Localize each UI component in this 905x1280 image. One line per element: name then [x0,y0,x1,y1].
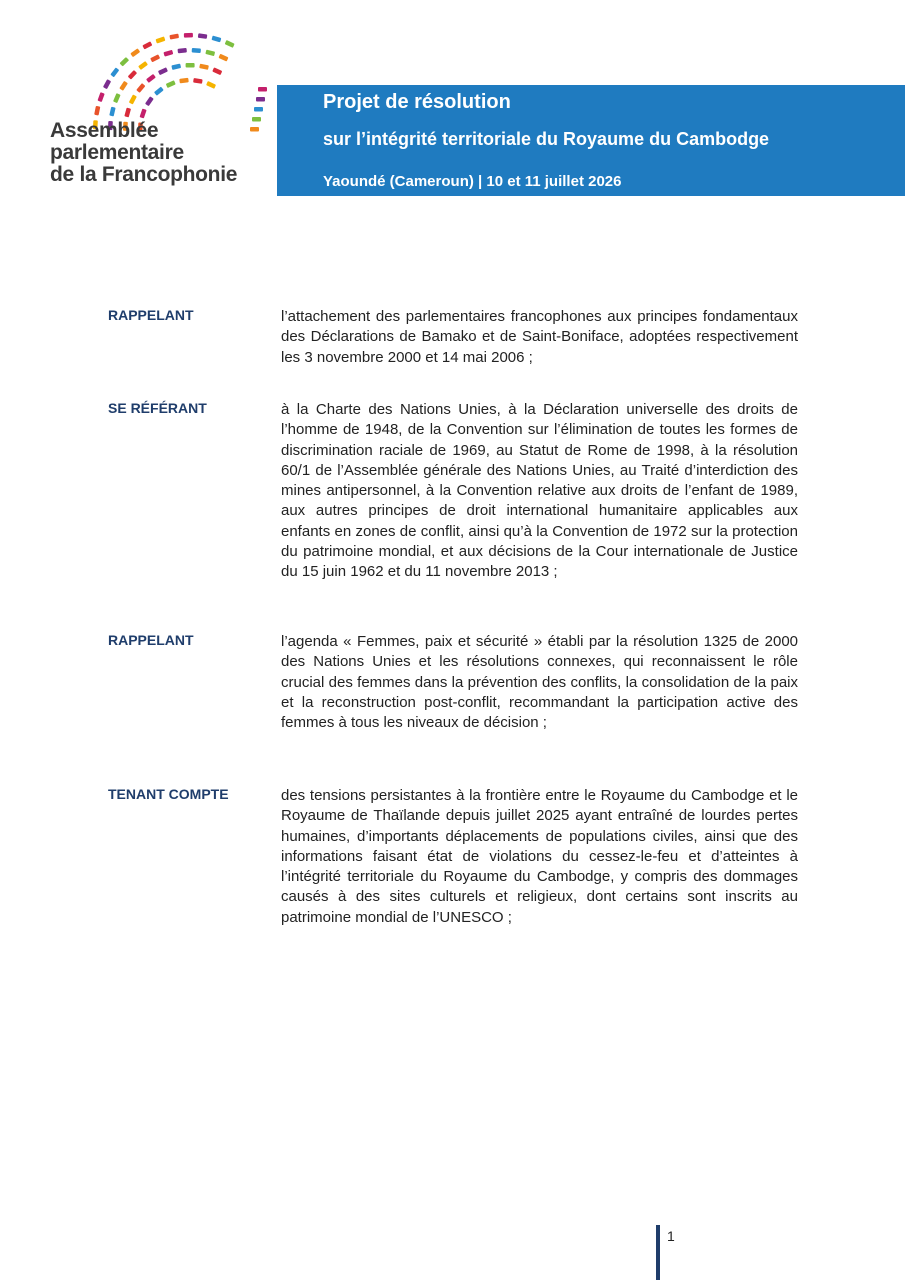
document-title: Projet de résolution [323,91,511,113]
logo-arc-dash [256,97,265,102]
logo-arc-dash [218,54,228,62]
logo-arc-dash [142,41,152,49]
logo-arc-dash [169,34,179,40]
clause-keyword: SE RÉFÉRANT [108,400,207,416]
logo-line-3: de la Francophonie [50,163,238,186]
logo-line-2: parlementaire [50,141,184,164]
document-subtitle: sur l’intégrité territoriale du Royaume du Cambodge [323,129,770,149]
logo-arc-dash [113,93,121,103]
logo-arc-dash [129,94,137,104]
clause-text: l’attachement des parlementaires francophones aux principes fondamentaux des Déclarations de Bamako et de Saint-Boniface, adoptées respectivement les 3 novembre 2000 et 14 mai 2006 ; [281,308,798,366]
logo-arc-dash [206,81,216,89]
clause-text: l’agenda « Femmes, paix et sécurité » établi par la résolution 1325 de 2000 des Nations Unies et les résolutions connexes, qui reconnaissent le rôle crucial des femmes dans la prévention des conflits, la consolidation de la paix et la reconstruction post-conflit, recommandant la participation active des femmes à tous les niveaux de décision ; [281,633,798,732]
logo-arc-dash [193,78,203,84]
logo-arc-dash [103,79,111,89]
logo-arc-dash [205,50,215,57]
logo-arc-dash [146,74,156,83]
logo-arc-dash [128,70,137,80]
logo-arc-dash [178,48,187,53]
apf-logo [40,25,280,195]
logo-arc-dash [124,108,131,118]
logo-arc-dash [130,48,140,57]
logo-arc-dash [145,96,154,106]
logo-arc-dash [120,57,130,67]
page-number: 1 [667,1228,675,1244]
logo-arc-dash [110,67,119,77]
clause-keyword: TENANT COMPTE [108,786,229,802]
logo-arc-dash [155,36,165,43]
logo-arc-dash [184,33,193,38]
logo-arc-dash [140,109,147,119]
logo-arc-dash [150,54,160,62]
logo-arc-dash [166,80,176,88]
logo-arc-dash [250,127,259,132]
logo-arc-dash [119,81,128,91]
logo-arc-dash [254,107,263,112]
page-number-bar [656,1225,660,1280]
logo-arc-dash [199,64,209,70]
logo-arc-dash [158,67,168,75]
logo-arc-dash [94,106,100,116]
clause-text: des tensions persistantes à la frontière entre le Royaume du Cambodge et le Royaume de Thaïlande depuis juillet 2025 ayant entraîné de lourdes pertes humaines, d’importants déplacements de populations civiles, ainsi que des informations faisant état de violations du cessez-le-feu et d’atteintes à l’intégrité territoriale du Royaume du Cambodge, y compris des dommages causés à des sites culturels et religieux, dont certains sont inscrits au patrimoine mondial de l’UNESCO ; [281,787,798,926]
logo-wordmark [50,120,237,186]
logo-arc-dash [258,87,267,92]
logo-arc-dash [136,83,145,93]
logo-arc-dash [186,63,195,68]
clause-keyword: RAPPELANT [108,307,194,323]
clause-text: à la Charte des Nations Unies, à la Déclaration universelle des droits de l’homme de 1948, de la Convention sur l’élimination de toutes les formes de discrimination raciale de 1969, au Statut de Rome de 1998, à la résolution 60/1 de l’Assemblée générale des Nations Unies, au Traité d’interdiction des mines antipersonnel, à la Convention relative aux droits de l’enfant de 1989, aux autres principes de droit international humanitaire applicables aux enfants en zones de conflit, ainsi qu’à la Convention de 1972 sur la protection du patrimoine mondial, et aux décisions de la Cour internationale de Justice du 15 juin 1962 et du 11 novembre 2013 ; [281,401,798,581]
logo-arc-dash [154,87,164,96]
logo-arc-dash [97,92,104,102]
logo-arc-dash [179,78,189,84]
clause-keyword: RAPPELANT [108,632,194,648]
logo-arc-dash [138,61,148,70]
logo-arc-dash [163,50,173,57]
logo-arc-dash [109,107,115,117]
title-banner [277,85,905,196]
logo-line-1: Assemblée [50,119,159,142]
logo-arc-dash [211,36,221,43]
logo-arc-dash [225,40,235,48]
logo-arc-dash [198,33,207,39]
logo-arc-dash [212,67,222,75]
logo-arc-dash [192,48,201,53]
place-and-date: Yaoundé (Cameroun) | 10 et 11 juillet 2026 [323,173,622,190]
logo-arc-dash [171,64,181,70]
logo-arc-dash [252,117,261,122]
